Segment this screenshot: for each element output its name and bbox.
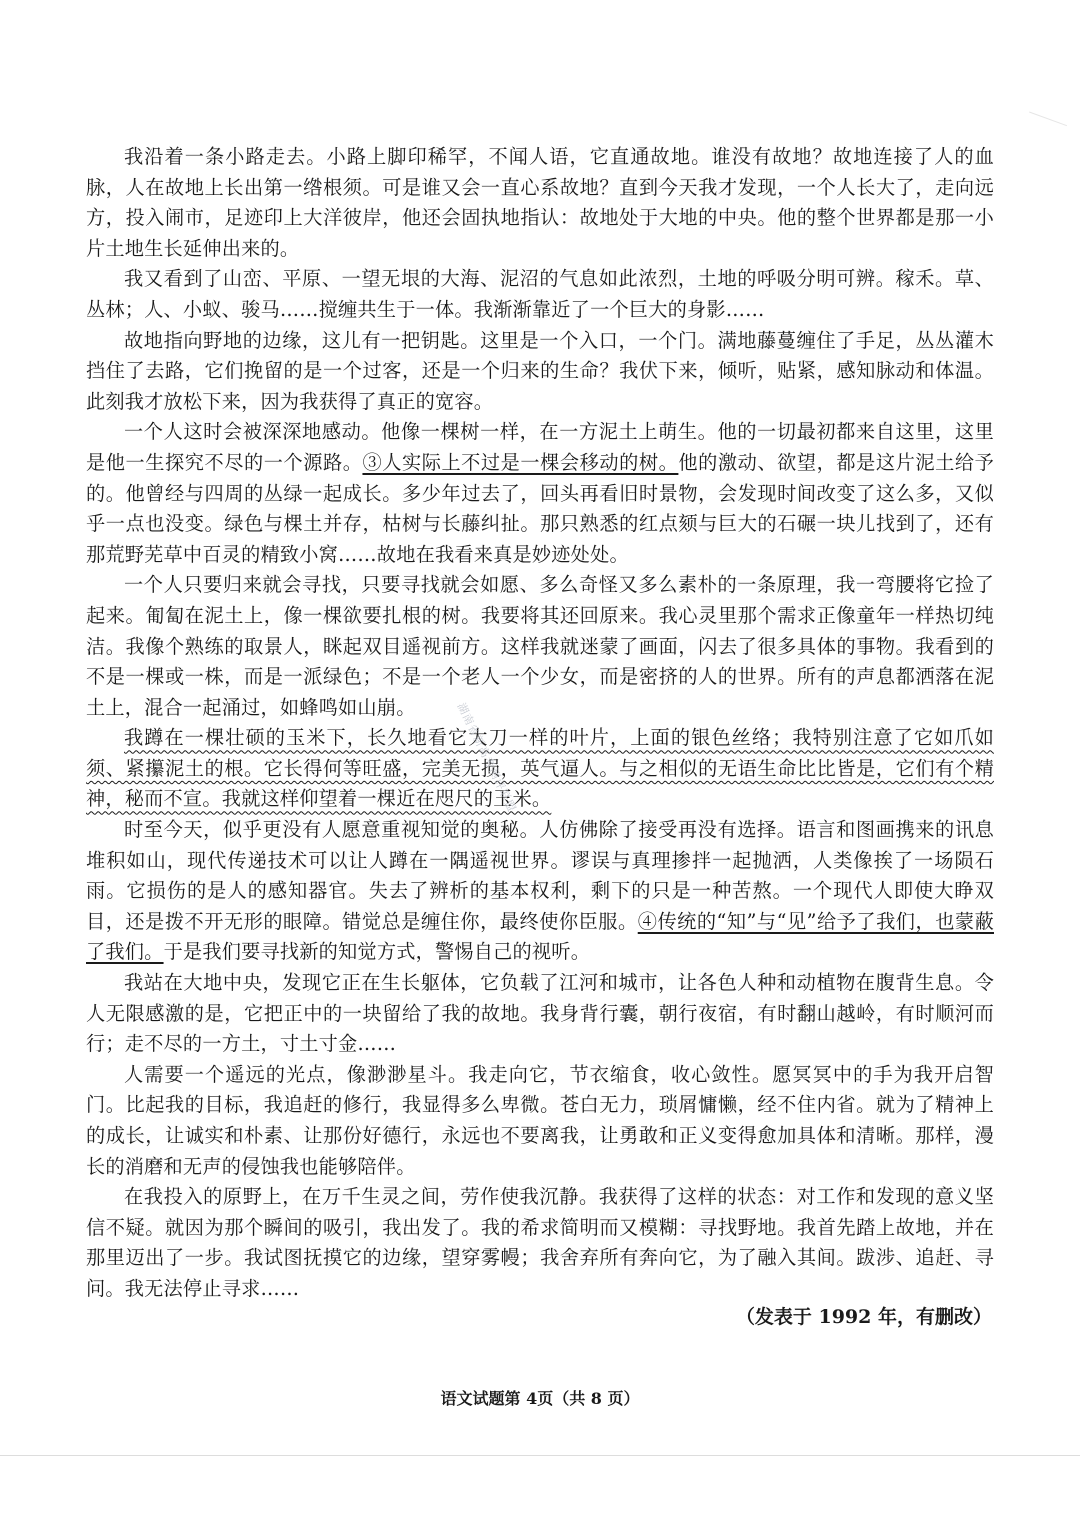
article-paragraph: [86, 264, 994, 325]
paragraph-text: 故地指向野地的边缘，这儿有一把钥匙。这里是一个入口，一个门。满地藤蔓缠住了手足，丛丛灌木挡住了去路，它们挽留的是一个过客，还是一个归来的生命？我伏下来，倾听，贴紧，感知脉动和体温。此刻我才放松下来，因为我获得了真正的宽容。: [86, 328, 994, 413]
paragraph-text: 我又看到了山峦、平原、一望无垠的大海、泥沼的气息如此浓烈，土地的呼吸分明可辨。稼禾。草、丛林；人、小蚁、骏马……搅缠共生于一体。我渐渐靠近了一个巨大的身影……: [86, 267, 994, 321]
paragraph-text: 我站在大地中央，发现它正在生长躯体，它负载了江河和城市，让各色人种和动植物在腹背生息。令人无限感激的是，它把正中的一块留给了我的故地。我身背行囊，朝行夜宿，有时翻山越岭，有时顺河而行；走不尽的一方土，寸土寸金……: [86, 971, 994, 1056]
paragraph-text: 人需要一个遥远的光点，像渺渺星斗。我走向它，节衣缩食，收心敛性。愿冥冥中的手为我开启智门。比起我的目标，我追赶的修行，我显得多么卑微。苍白无力，琐屑慵懒，经不住内省。就为了精神上的成长，让诚实和朴素、让那份好德行，永远也不要离我，让勇敢和正义变得愈加具体和清晰。那样，漫长的消磨和无声的侵蚀我也能够陪伴。: [86, 1062, 994, 1178]
source-note: （发表于 1992 年，有删改）: [735, 1306, 992, 1328]
paragraph-text: 一个人只要归来就会寻找，只要寻找就会如愿、多么奇怪又多么素朴的一条原理，我一弯腰将它捡了起来。匍匐在泥土上，像一棵欲要扎根的树。我要将其还回原来。我心灵里那个需求正像童年一样热切纯洁。我像个熟练的取景人，眯起双目遥视前方。这样我就迷蒙了画面，闪去了很多具体的事物。我看到的不是一棵或一株，而是一派绿色；不是一个老人一个少女，而是密挤的人的世界。所有的声息都洒落在泥土上，混合一起涌过，如蜂鸣如山崩。: [86, 573, 994, 719]
paragraph-text: 一个人这时会被深深地感动。他像一棵树一样，在一方泥土上萌生。他的一切最初都来自这里，这里是他一生探究不尽的一个源路。: [86, 420, 994, 474]
article-paragraph: [86, 326, 994, 418]
article-paragraph: [86, 1060, 994, 1182]
bottom-divider: [0, 1455, 1080, 1456]
article-paragraph: [86, 1182, 994, 1304]
watermark-text: 湖南省新高考测评联盟: [454, 700, 519, 815]
wavy-underlined-passage: 我蹲在一棵壮硕的玉米下，长久地看它大刀一样的叶片，上面的银色丝络；我特别注意了它如爪如须、紧攥泥土的根。它长得何等旺盛，完美无损，英气逼人。与之相似的无语生命比比皆是，它们有个精神，秘而不宣。我就这样仰望着一棵近在咫尺的玉米。: [86, 726, 994, 811]
paragraph-text: 时至今天，似乎更没有人愿意重视知觉的奥秘。人仿佛除了接受再没有选择。语言和图画携来的讯息堆积如山，现代传递技术可以让人蹲在一隅遥视世界。谬误与真理掺拌一起抛洒，人类像挨了一场陨石雨。它损伤的是人的感知器官。失去了辨析的基本权利，剩下的只是一种苦熬。一个现代人即使大睁双目，还是拨不开无形的眼障。错觉总是缠住你，最终使你臣服。: [86, 818, 994, 933]
underlined-sentence: ④传统的“知”与“见”给予了我们，也蒙蔽了我们。: [86, 909, 994, 964]
article-paragraph: [86, 723, 994, 815]
article-paragraph: [86, 417, 994, 570]
article-paragraph: [86, 968, 994, 1060]
underlined-sentence: ③人实际上不过是一棵会移动的树。: [362, 450, 679, 474]
paragraph-text: 于是我们要寻找新的知觉方式，警惕自己的视听。: [163, 940, 591, 964]
scan-mark: [1025, 112, 1067, 138]
article-paragraph: [86, 142, 994, 264]
page-footer: 语文试题第 4页（共 8 页）: [440, 1389, 640, 1408]
paragraph-text: 他的激动、欲望，都是这片泥土给予的。他曾经与四周的丛绿一起成长。多少年过去了，回头再看旧时景物，会发现时间改变了这么多，又似乎一点也没变。绿色与棵土并存，枯树与长藤纠扯。那只熟悉的红点颏与巨大的石碾一块儿找到了，还有那荒野芜草中百灵的精致小窝……故地在我看来真是妙迹处处。: [86, 450, 994, 566]
article-paragraph: [86, 815, 994, 968]
article-paragraph: [86, 570, 994, 723]
paragraph-text: 我沿着一条小路走去。小路上脚印稀罕，不闻人语，它直通故地。谁没有故地？故地连接了人的血脉，人在故地上长出第一绺根须。可是谁又会一直心系故地？直到今天我才发现，一个人长大了，走向远方，投入闹市，足迹印上大洋彼岸，他还会固执地指认：故地处于大地的中央。他的整个世界都是那一小片土地生长延伸出来的。: [86, 145, 994, 260]
paragraph-text: 在我投入的原野上，在万千生灵之间，劳作使我沉静。我获得了这样的状态：对工作和发现的意义坚信不疑。就因为那个瞬间的吸引，我出发了。我的希求简明而又模糊：寻找野地。我首先踏上故地，并在那里迈出了一步。我试图抚摸它的边缘，望穿雾幔；我舍弃所有奔向它，为了融入其间。跋涉、追赶、寻问。我无法停止寻求……: [86, 1185, 994, 1300]
article-body: [86, 142, 994, 1305]
